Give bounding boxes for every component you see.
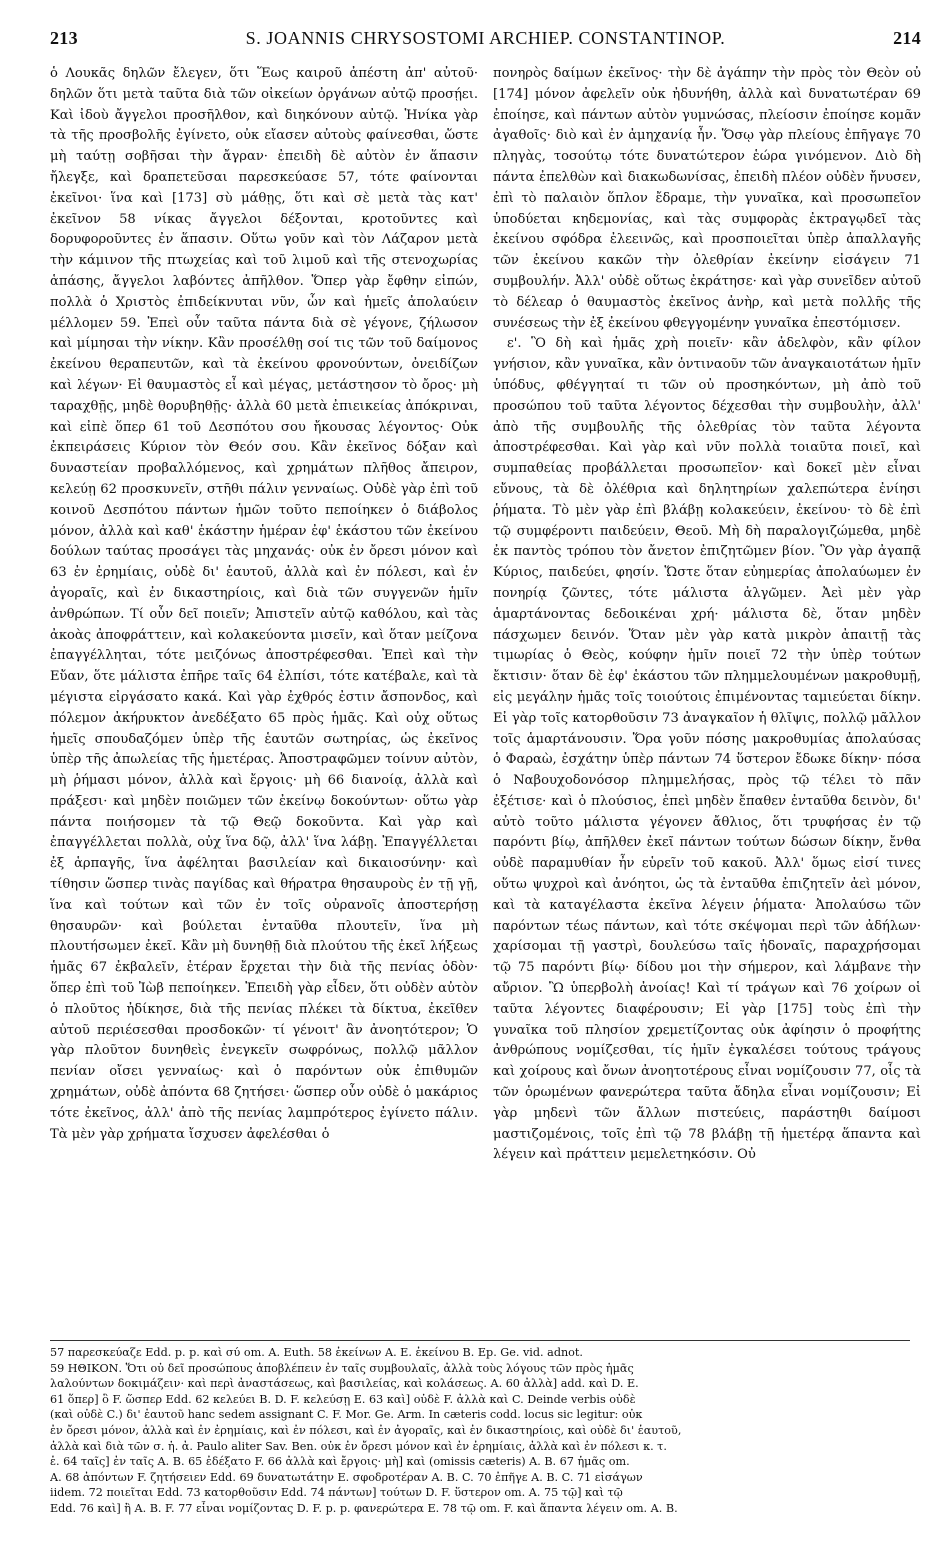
left-column-paragraph: ὁ Λουκᾶς δηλῶν ἔλεγεν, ὅτι Ἕως καιροῦ ἀπέστη ἀπ' αὐτοῦ· δηλῶν ὅτι μετὰ ταῦτα διὰ τῶν οἰκείων ὀργάνων αὐτῷ προσῄει. Καὶ ἰδοὺ ἄγγελοι προσῆλθον, καὶ διηκόνουν αὐτῷ. Ἡνίκα γὰρ τὰ τῆς προσβολῆς ἐγίνετο, οὐκ εἴασεν αὐτοὺς φαίνεσθαι, ὥστε μὴ ταύτῃ σοβῆσαι τὴν ἄγραν· ἐπειδὴ δὲ αὐτὸν ἐν ἅπασιν ἤλεγξε, καὶ δραπετεῦσαι παρεσκεύασε 57, τότε φαίνονται ἐκεῖνοι· ἵνα καὶ [173] σὺ μάθῃς, ὅτι καὶ σὲ μετὰ τὰς κατ' ἐκεῖνον 58 νίκας ἄγγελοι δέξονται, κροτοῦντες καὶ δορυφοροῦντες ἐν ἅπασιν. Οὕτω γοῦν καὶ τὸν Λάζαρον μετὰ τὴν κάμινον τῆς πτωχείας καὶ τοῦ λιμοῦ καὶ τῆς στενοχωρίας ἁπάσης, ἄγγελοι λαβόντες ἀπῆλθον. Ὅπερ γὰρ ἔφθην εἰπών, πολλὰ ὁ Χριστὸς ἐπιδείκνυται νῦν, ὧν καὶ ἡμεῖς ἀπολαύειν μέλλομεν 59. Ἐπεὶ οὖν ταῦτα πάντα διὰ σὲ γέγονε, ζήλωσον καὶ μίμησαι τὴν νίκην. Κἂν προσέλθῃ σοί τις τῶν τοῦ δαίμονος ἐκείνου θεραπευτῶν, καὶ τὰ ἐκείνου φρονούντων, ὀνειδίζων καὶ λέγων· Εἰ θαυμαστὸς εἶ καὶ μέγας, μετάστησον τὸ ὄρος· μὴ ταραχθῇς, μηδὲ θορυβηθῇς· ἀλλὰ 60 μετὰ ἐπιεικείας ἀπόκριναι, καὶ εἰπὲ ὅπερ 61 τοῦ Δεσπότου σου ἤκουσας λέγοντος· Οὐκ ἐκπειράσεις Κύριον τὸν Θεόν σου. Κἂν ἐκεῖνος δόξαν καὶ δυναστείαν προβαλλόμενος, καὶ χρημάτων πλῆθος ἄπειρον, κελεύῃ 62 προσκυνεῖν, στῆθι πάλιν γενναίως. Οὐδὲ γὰρ ἐπὶ τοῦ κοινοῦ Δεσπότου πάντων ἡμῶν τοῦτο πεποίηκεν ὁ διάβολος μόνον, ἀλλὰ καὶ καθ' ἑκάστην ἡμέραν ἐφ' ἑκάστου τῶν ἐκείνου δούλων ταύτας προσάγει τὰς μηχανάς· οὐκ ἐν ὄρεσι μόνον καὶ 63 ἐν ἐρημίαις, οὐδὲ δι' ἑαυτοῦ, ἀλλὰ καὶ ἐν πόλεσι, καὶ ἐν ἀγοραῖς, καὶ ἐν δικαστηρίοις, καὶ διὰ τῶν συγγενῶν ἡμῖν ἀνθρώπων. Τί οὖν δεῖ ποιεῖν; Ἀπιστεῖν αὐτῷ καθόλου, καὶ τὰς ἀκοὰς ἀποφράττειν, καὶ κολακεύοντα μισεῖν, καὶ ὅταν μείζονα ἐπαγγέλληται, τότε μειζόνως ἀποστρέφεσθαι. Ἐπεὶ καὶ τὴν Εὔαν, ὅτε μάλιστα ἐπῆρε ταῖς 64 ἐλπίσι, τότε κατέβαλε, καὶ τὰ μέγιστα εἰργάσατο κακά. Καὶ γὰρ ἐχθρός ἐστιν ἄσπονδος, καὶ πόλεμον ἀκήρυκτον ἀνεδέξατο 65 πρὸς ἡμᾶς. Καὶ οὐχ οὕτως ἡμεῖς σπουδαζόμεν ὑπὲρ τῆς ἑαυτῶν σωτηρίας, ὡς ἐκεῖνος ὑπὲρ τῆς ἀπωλείας τῆς ἡμετέρας. Ἀποστραφῶμεν τοίνυν αὐτὸν, μὴ ῥήμασι μόνον, ἀλλὰ καὶ ἔργοις· μὴ 66 διανοίᾳ, ἀλλὰ καὶ πράξεσι· καὶ μηδὲν ποιῶμεν τῶν ἐκείνῳ δοκούντων· οὕτω γὰρ πάντα ποιήσομεν τὰ τῷ Θεῷ δοκοῦντα. Καὶ γὰρ καὶ ἐπαγγέλλεται πολλὰ, οὐχ ἵνα δῷ, ἀλλ' ἵνα λάβῃ. Ἐπαγγέλλεται ἐξ ἁρπαγῆς, ἵνα ἀφέληται βασιλείαν καὶ δικαιοσύνην· καὶ τίθησιν ὥσπερ τινὰς παγίδας καὶ θήρατρα θησαυροὺς ἐν τῇ γῇ, ἵνα καὶ τούτων καὶ τῶν ἐν τοῖς οὐρανοῖς ἀποστερήσῃ θησαυρῶν· καὶ βούλεται ἐνταῦθα πλουτεῖν, ἵνα μὴ πλουτήσωμεν ἐκεῖ. Κἂν μὴ δυνηθῇ διὰ πλούτου τῆς ἐκεῖ λήξεως ἡμᾶς 67 ἐκβαλεῖν, ἑτέραν ἔρχεται τὴν διὰ τῆς πενίας ὁδὸν· ὅπερ ἐπὶ τοῦ Ἰὼβ πεποίηκεν. Ἐπειδὴ γὰρ εἶδεν, ὅτι οὐδὲν αὐτὸν ὁ πλοῦτος ἠδίκησε, διὰ τῆς πενίας πλέκει τὰ δίκτυα, ἐκεῖθεν αὐτοῦ περιέσεσθαι προσδοκῶν· τί γένοιτ' ἂν ἀνοητότερον; Ὁ γὰρ πλοῦτον δυνηθεὶς ἐνεγκεῖν σωφρόνως, πολλῷ μᾶλλον πενίαν οἴσει γενναίως· καὶ ὁ παρόντων οὐκ ἐπιθυμῶν χρημάτων, οὐδὲ ἀπόντα 68 ζητήσει· ὥσπερ οὖν οὐδὲ ὁ μακάριος τότε ἐκεῖνος, ἀλλ' ἀπὸ τῆς πενίας λαμπρότερος ἐγίνετο πάλιν. Τὰ μὲν γὰρ χρήματα ἴσχυσεν ἀφελέσθαι ὁ bbox=[50, 66, 478, 1142]
footnote-line: ἀλλὰ καὶ διὰ τῶν σ. ἡ. ἀ. Paulo aliter Sav. Ben. οὐκ ἐν ὄρεσι μόνον καὶ ἐν ἐρημίαις, ἀλλὰ καὶ ἐν πόλεσι κ. τ. bbox=[50, 1439, 667, 1453]
text-columns bbox=[50, 64, 921, 1334]
footnote-line: ἐν ὄρεσι μόνον, ἀλλὰ καὶ ἐν ἐρημίαις, καὶ ἐν πόλεσι, καὶ ἐν ἀγοραῖς, καὶ ἐν δικαστηρίοις, καὶ οὐδὲ δι' ἑαυτοῦ, bbox=[50, 1423, 682, 1437]
right-column bbox=[493, 64, 921, 1334]
footnote-line: (καὶ οὐδὲ C.) δι' ἑαυτοῦ hanc sedem assignant C. F. Mor. Ge. Arm. In cæteris codd. locus sic legitur: οὐκ bbox=[50, 1408, 643, 1422]
running-header bbox=[50, 28, 921, 58]
footnote-line: A. 68 ἀπόντων F. ζητήσειεν Edd. 69 δυνατωτάτην E. σφοδροτέραν A. B. C. 70 ἐπῆγε A. B. C. 71 εἰσάγων bbox=[50, 1470, 643, 1484]
left-page-number: 213 bbox=[50, 28, 78, 48]
footnotes bbox=[50, 1345, 921, 1517]
footnote-line: Edd. 76 καὶ] ἢ A. B. F. 77 εἶναι νομίζοντας D. F. p. p. φανερώτερα E. 78 τῷ om. F. καὶ ἅπαντα λέγειν om. A. B. bbox=[50, 1501, 678, 1515]
left-column bbox=[50, 64, 478, 1334]
right-page-number: 214 bbox=[893, 28, 921, 48]
footnote-divider bbox=[50, 1340, 910, 1341]
footnote-line: iidem. 72 ποιεῖται Edd. 73 κατορθοῦσιν Edd. 74 πάντων] τούτων D. F. ὕστερον om. A. 75 τῷ] καὶ τῷ bbox=[50, 1486, 623, 1500]
footnote-line: 59 ΗΘΙΚΟΝ. Ὅτι οὐ δεῖ προσώπους ἀποβλέπειν ἐν ταῖς συμβουλαῖς, ἀλλὰ τοὺς λόγους τῶν πρὸς ἡμᾶς bbox=[50, 1361, 634, 1375]
right-column-section-5: ε'. Ὃ δὴ καὶ ἡμᾶς χρὴ ποιεῖν· κἂν ἀδελφὸν, κἂν φίλον γνήσιον, κἂν γυναῖκα, κἂν ὁντιναοῦν τῶν ἀναγκαιοτάτων ἡμῖν ὑπόδυς, φθέγγηταί τι τῶν οὐ προσηκόντων, μὴ ἀπὸ τοῦ προσώπου τοῦ ταῦτα λέγοντος δέχεσθαι τὴν συμβουλὴν, ἀλλ' ἀπὸ τῆς συμβουλῆς τῆς ὀλεθρίας τὸν ταῦτα λέγοντα ἀποστρέφεσθαι. Καὶ γὰρ καὶ νῦν πολλὰ τοιαῦτα ποιεῖ, καὶ συμπαθείας προβάλλεται προσωπεῖον· καὶ δοκεῖ μὲν εἶναι εὔνους, τὰ δὲ ὀλέθρια καὶ δηλητηρίων χαλεπώτερα ἐνίησι ῥήματα. Τὸ μὲν γὰρ ἐπὶ βλάβῃ κολακεύειν, ἐκείνου· τὸ δὲ ἐπὶ τῷ συμφέροντι παιδεύειν, Θεοῦ. Μὴ δὴ παραλογιζώμεθα, μηδὲ ἐκ παντὸς τρόπου τὸν ἄνετον ἐπιζητῶμεν βίον. Ὃν γὰρ ἀγαπᾷ Κύριος, παιδεύει, φησίν. Ὥστε ὅταν εὐημερίας ἀπολαύωμεν ἐν πονηρίᾳ ζῶντες, τότε μάλιστα ἀλγῶμεν. Ἀεὶ μὲν γὰρ ἁμαρτάνοντας δεδοικέναι χρή· μάλιστα δὲ, ὅταν μηδὲν πάσχωμεν δεινόν. Ὅταν μὲν γὰρ κατὰ μικρὸν ἀπαιτῇ τὰς τιμωρίας ὁ Θεὸς, κούφην ἡμῖν ποιεῖ 72 τὴν ὑπὲρ τούτων ἔκτισιν· ὅταν δὲ ἐφ' ἑκάστου τῶν πλημμελουμένων μακροθυμῇ, εἰς μεγάλην ἡμᾶς τοῖς τοιούτοις ἐπιμένοντας ταμιεύεται δίκην. Εἰ γὰρ τοῖς κατορθοῦσιν 73 ἀναγκαῖον ἡ θλῖψις, πολλῷ μᾶλλον τοῖς ἁμαρτάνουσιν. Ὅρα γοῦν πόσης μακροθυμίας ἀπολαύσας ὁ Φαραὼ, ἐσχάτην ὑπὲρ πάντων 74 ὕστερον ἔδωκε δίκην· πόσα ὁ Ναβουχοδονόσορ πλημμελήσας, πρὸς τῷ τέλει τὸ πᾶν ἐξέτισε· καὶ ὁ πλούσιος, ἐπεὶ μηδὲν ἔπαθεν ἐνταῦθα δεινὸν, δι' αὐτὸ τοῦτο μάλιστα γέγονεν ἄθλιος, ὅτι τρυφήσας ἐν τῷ παρόντι βίῳ, ἀπῆλθεν ἐκεῖ πάντων τούτων δώσων δίκην, ἔνθα οὐδὲ παραμυθίαν ἦν εὑρεῖν τοῦ κακοῦ. Ἀλλ' ὅμως εἰσί τινες οὕτω ψυχροὶ καὶ ἀνόητοι, ὡς τὰ ἐνταῦθα ἐπιζητεῖν ἀεὶ μόνον, καὶ τὰ καταγέλαστα ἐκεῖνα λέγειν ῥήματα· Ἀπολαύσω τῶν παρόντων τέως πάντων, καὶ τότε σκέψομαι περὶ τῶν ἀδήλων· χαρίσομαι τῇ γαστρὶ, δουλεύσω ταῖς ἡδοναῖς, παραχρήσομαι τῷ 75 παρόντι βίῳ· δίδου μοι τὴν σήμερον, καὶ λάμβανε τὴν αὔριον. Ὢ ὑπερβολὴ ἀνοίας! Καὶ τί τράγων καὶ 76 χοίρων οἱ ταῦτα λέγοντες διαφέρουσιν; Εἰ γὰρ [175] τοὺς ἐπὶ τὴν γυναῖκα τοῦ πλησίον χρεμετίζοντας οὐκ ἀφίησιν ὁ προφήτης ἀνθρώπους νομίζεσθαι, τίς ἡμῖν ἐγκαλέσει τούτους τράγους καὶ χοίρους καὶ ὄνων ἀνοητοτέρους εἶναι νομίζουσιν 77, οἷς τὰ τῶν ὁρωμένων φανερώτερα ταῦτα ἄδηλα εἶναι νομίζουσιν; Εἰ γὰρ μηδενὶ τῶν ἄλλων πιστεύεις, παράστηθι δαίμοσι μαστιζομένοις, τοῖς ἐπὶ τῷ 78 βλάβῃ τῇ ἡμετέρᾳ ἅπαντα καὶ λέγειν καὶ πράττειν μεμελετηκόσιν. Οὐ bbox=[493, 336, 921, 1163]
footnote-line: 57 παρεσκεύαζε Edd. p. p. καὶ σύ om. A. Euth. 58 ἐκείνων A. E. ἐκείνου B. Ep. Ge. vid. adnot. bbox=[50, 1346, 583, 1359]
running-title: S. JOANNIS CHRYSOSTOMI ARCHIEP. CONSTANTINOP. bbox=[245, 28, 726, 48]
right-column-paragraph: πονηρὸς δαίμων ἐκεῖνος· τὴν δὲ ἀγάπην τὴν πρὸς τὸν Θεὸν οὐ [174] μόνον ἀφελεῖν οὐκ ἠδυνήθη, ἀλλὰ καὶ δυνατωτέραν 69 ἐποίησε, καὶ πάντων αὐτὸν γυμνώσας, πλείοσιν ἐποίησε κομᾶν ἀγαθοῖς· διὸ καὶ ἐν ἀμηχανίᾳ ἦν. Ὅσῳ γὰρ πλείους ἐπῆγαγε 70 πληγὰς, τοσούτῳ τότε δυνατώτερον ἑώρα γινόμενον. Διὸ δὴ πάντα ἐπελθὼν καὶ διακωδωνίσας, ἐπειδὴ πλέον οὐδὲν ἤνυσεν, ἐπὶ τὸ παλαιὸν ὅπλον ἔδραμε, τὴν γυναῖκα, καὶ προσωπεῖον ὑποδύεται κηδεμονίας, καὶ τὰς συμφορὰς ἐκτραγῳδεῖ τὰς ἐκείνου σφόδρα ἐλεεινῶς, καὶ προσποιεῖται ὑπὲρ ἀπαλλαγῆς τῶν ἐκείνου κακῶν τὴν ὀλεθρίαν ἐκείνην εἰσάγειν 71 συμβουλήν. Ἀλλ' οὐδὲ οὕτως ἐκράτησε· καὶ γὰρ συνεῖδεν αὐτοῦ τὸ δέλεαρ ὁ θαυμαστὸς ἐκεῖνος ἀνὴρ, καὶ μετὰ πολλῆς τῆς συνέσεως τὴν ἐξ ἐκείνου φθεγγομένην γυναῖκα ἐπεστόμισεν. bbox=[493, 66, 921, 331]
footnote-line: 61 ὅπερ] ὃ F. ὥσπερ Edd. 62 κελεύει B. D. F. κελεύσῃ E. 63 καὶ] οὐδὲ F. ἀλλὰ καὶ C. Deinde verbis οὐδὲ bbox=[50, 1392, 636, 1406]
footnote-line: ἑ. 64 ταῖς] ἐν ταῖς A. B. 65 ἐδέξατο F. 66 ἀλλὰ καὶ ἔργοις· μὴ] καὶ (omissis cæteris) A. B. 67 ἡμᾶς om. bbox=[50, 1455, 630, 1469]
footnote-line: λαλούντων δοκιμάζειν· καὶ περὶ ἀναστάσεως, καὶ βασιλείας, καὶ κολάσεως. A. 60 ἀλλὰ] add. καὶ D. E. bbox=[50, 1377, 639, 1391]
